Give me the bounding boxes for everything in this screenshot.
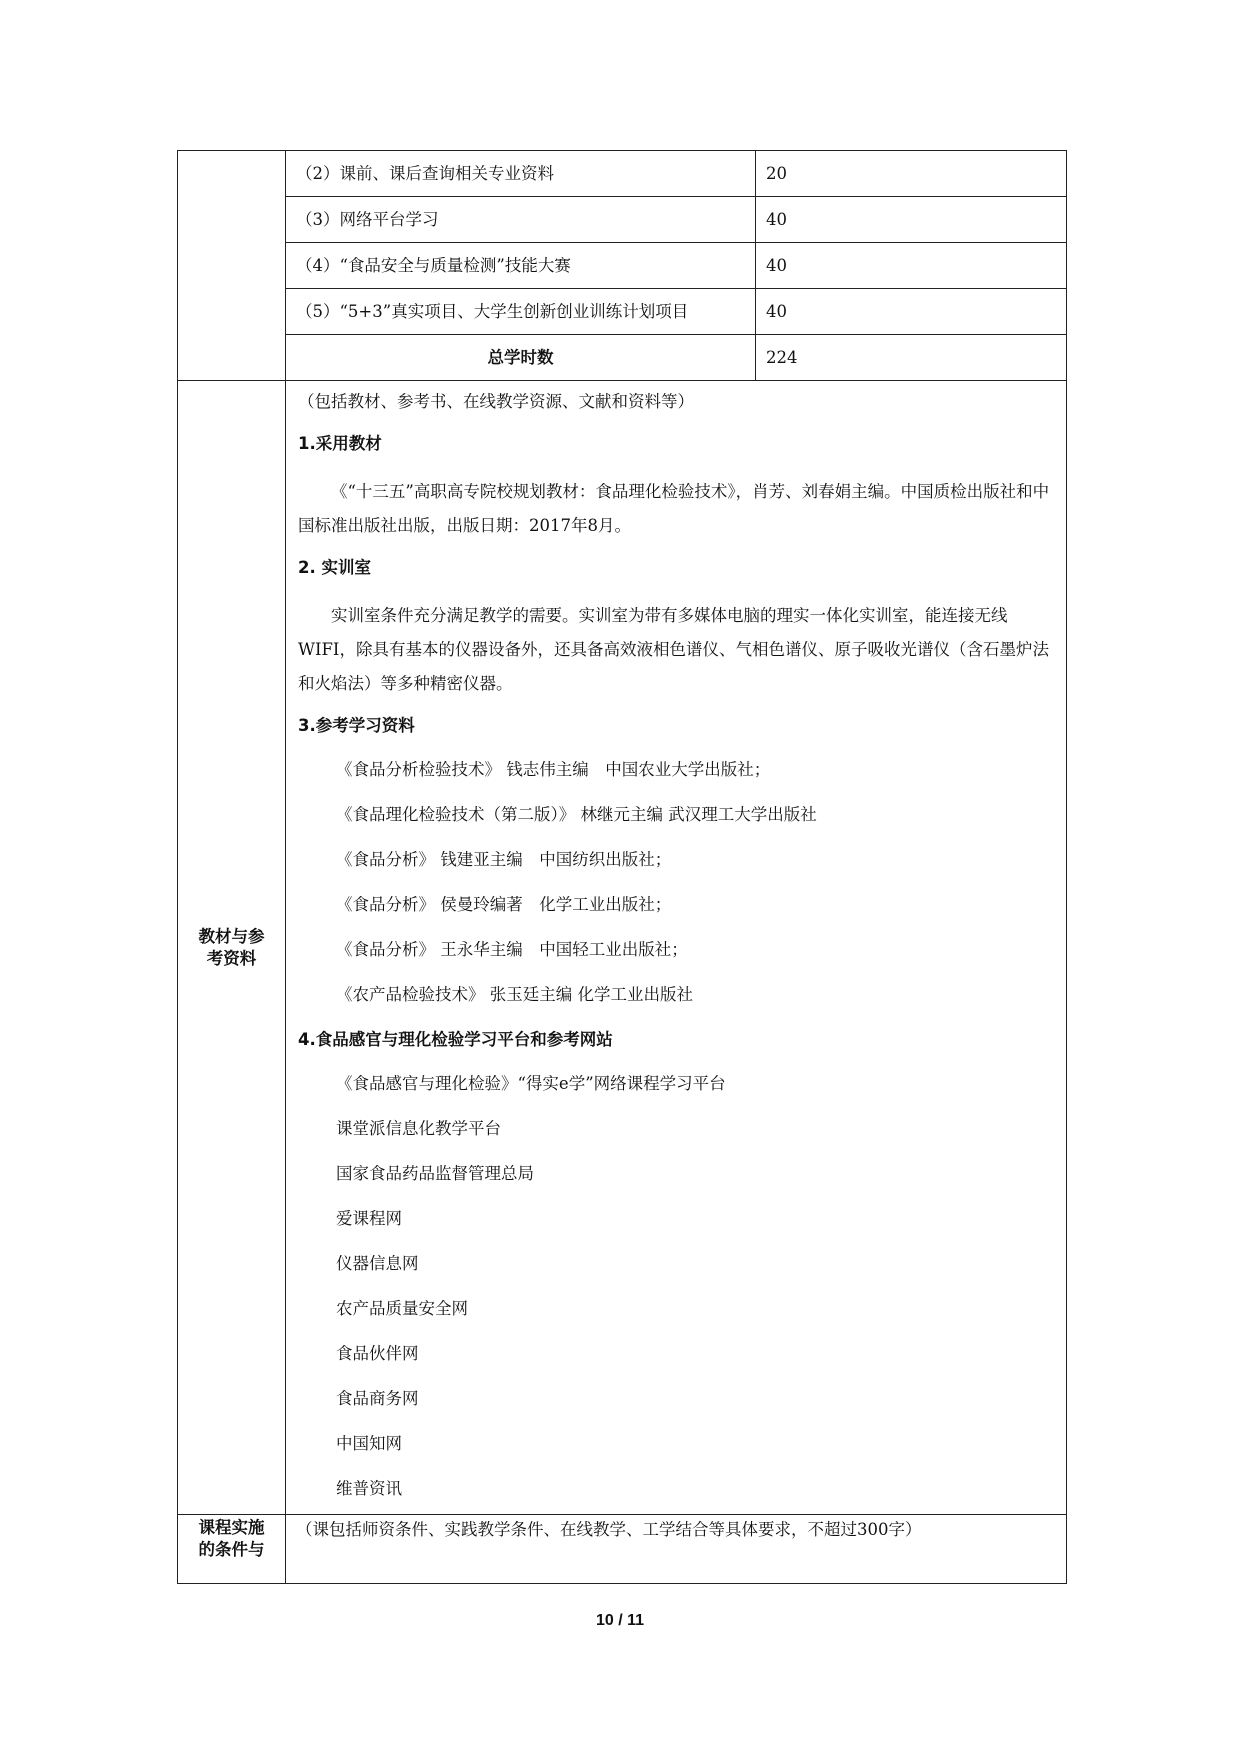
platform-item: 农产品质量安全网: [336, 1299, 468, 1318]
platform-item: 《食品感官与理化检验》“得实e学”网络课程学习平台: [336, 1074, 726, 1093]
empty-side-cell: [178, 151, 286, 381]
table-row: [178, 151, 1067, 197]
total-row: [178, 335, 1067, 381]
page-number: 10 / 11: [595, 1612, 645, 1629]
total-hours-label: 总学时数: [286, 335, 756, 381]
platform-item: 维普资讯: [336, 1479, 402, 1498]
reference-item: 《农产品检验技术》 张玉廷主编 化学工业出版社: [336, 985, 693, 1004]
table-row: [178, 197, 1067, 243]
table-row: [178, 289, 1067, 335]
activity-label: （5）“5+3”真实项目、大学生创新创业训练计划项目: [286, 289, 756, 335]
activity-hours: 40: [756, 243, 1067, 289]
textbook-paragraph: 《“十三五”高职高专院校规划教材：食品理化检验技术》，肖芳、刘春娟主编。中国质检出版社和中国标准出版社出版，出版日期：2017年8月。: [298, 482, 1050, 535]
section-heading-lab: 2. 实训室: [298, 558, 371, 577]
platform-item: 中国知网: [336, 1434, 402, 1453]
activity-label: （3）网络平台学习: [286, 197, 756, 243]
materials-content: [286, 381, 1067, 1515]
materials-row: [178, 381, 1067, 1515]
platform-item: 食品商务网: [336, 1389, 419, 1408]
implementation-label-line2: 的条件与: [198, 1540, 265, 1559]
platform-item: 爱课程网: [336, 1209, 402, 1228]
lab-paragraph: 实训室条件充分满足教学的需要。实训室为带有多媒体电脑的理实一体化实训室，能连接无线WIFI，除具有基本的仪器设备外，还具备高效液相色谱仪、气相色谱仪、原子吸收光谱仪（含石墨炉法和火焰法）等多种精密仪器。: [298, 606, 1049, 693]
platform-item: 国家食品药品监督管理总局: [336, 1164, 534, 1183]
implementation-side-label: [178, 1515, 286, 1584]
activity-label: （2）课前、课后查询相关专业资料: [286, 151, 756, 197]
activity-hours: 20: [756, 151, 1067, 197]
total-hours-value: 224: [756, 335, 1067, 381]
implementation-text: （课包括师资条件、实践教学条件、在线教学、工学结合等具体要求，不超过300字）: [286, 1515, 1067, 1584]
materials-intro: （包括教材、参考书、在线教学资源、文献和资料等）: [298, 392, 694, 411]
implementation-label-line1: 课程实施: [198, 1518, 265, 1537]
table-row: [178, 243, 1067, 289]
materials-label-line1: 教材与参: [198, 926, 265, 946]
activity-label: （4）“食品安全与质量检测”技能大赛: [286, 243, 756, 289]
reference-item: 《食品分析》 王永华主编 中国轻工业出版社；: [336, 940, 688, 959]
reference-item: 《食品分析》 钱建亚主编 中国纺织出版社；: [336, 850, 672, 869]
materials-label-line2: 考资料: [206, 948, 257, 968]
platform-item: 课堂派信息化教学平台: [336, 1119, 501, 1138]
activity-hours: 40: [756, 197, 1067, 243]
platform-item: 仪器信息网: [336, 1254, 419, 1273]
section-heading-references: 3.参考学习资料: [298, 716, 415, 735]
materials-side-label: [178, 381, 286, 1515]
course-table: [177, 150, 1067, 1584]
reference-item: 《食品分析检验技术》 钱志伟主编 中国农业大学出版社；: [336, 760, 771, 779]
section-heading-textbook: 1.采用教材: [298, 434, 382, 453]
activity-hours: 40: [756, 289, 1067, 335]
reference-item: 《食品分析》 侯曼玲编著 化学工业出版社；: [336, 895, 672, 914]
section-heading-platforms: 4.食品感官与理化检验学习平台和参考网站: [298, 1030, 613, 1049]
reference-item: 《食品理化检验技术（第二版）》 林继元主编 武汉理工大学出版社: [336, 805, 817, 824]
implementation-row: [178, 1515, 1067, 1584]
platform-item: 食品伙伴网: [336, 1344, 419, 1363]
